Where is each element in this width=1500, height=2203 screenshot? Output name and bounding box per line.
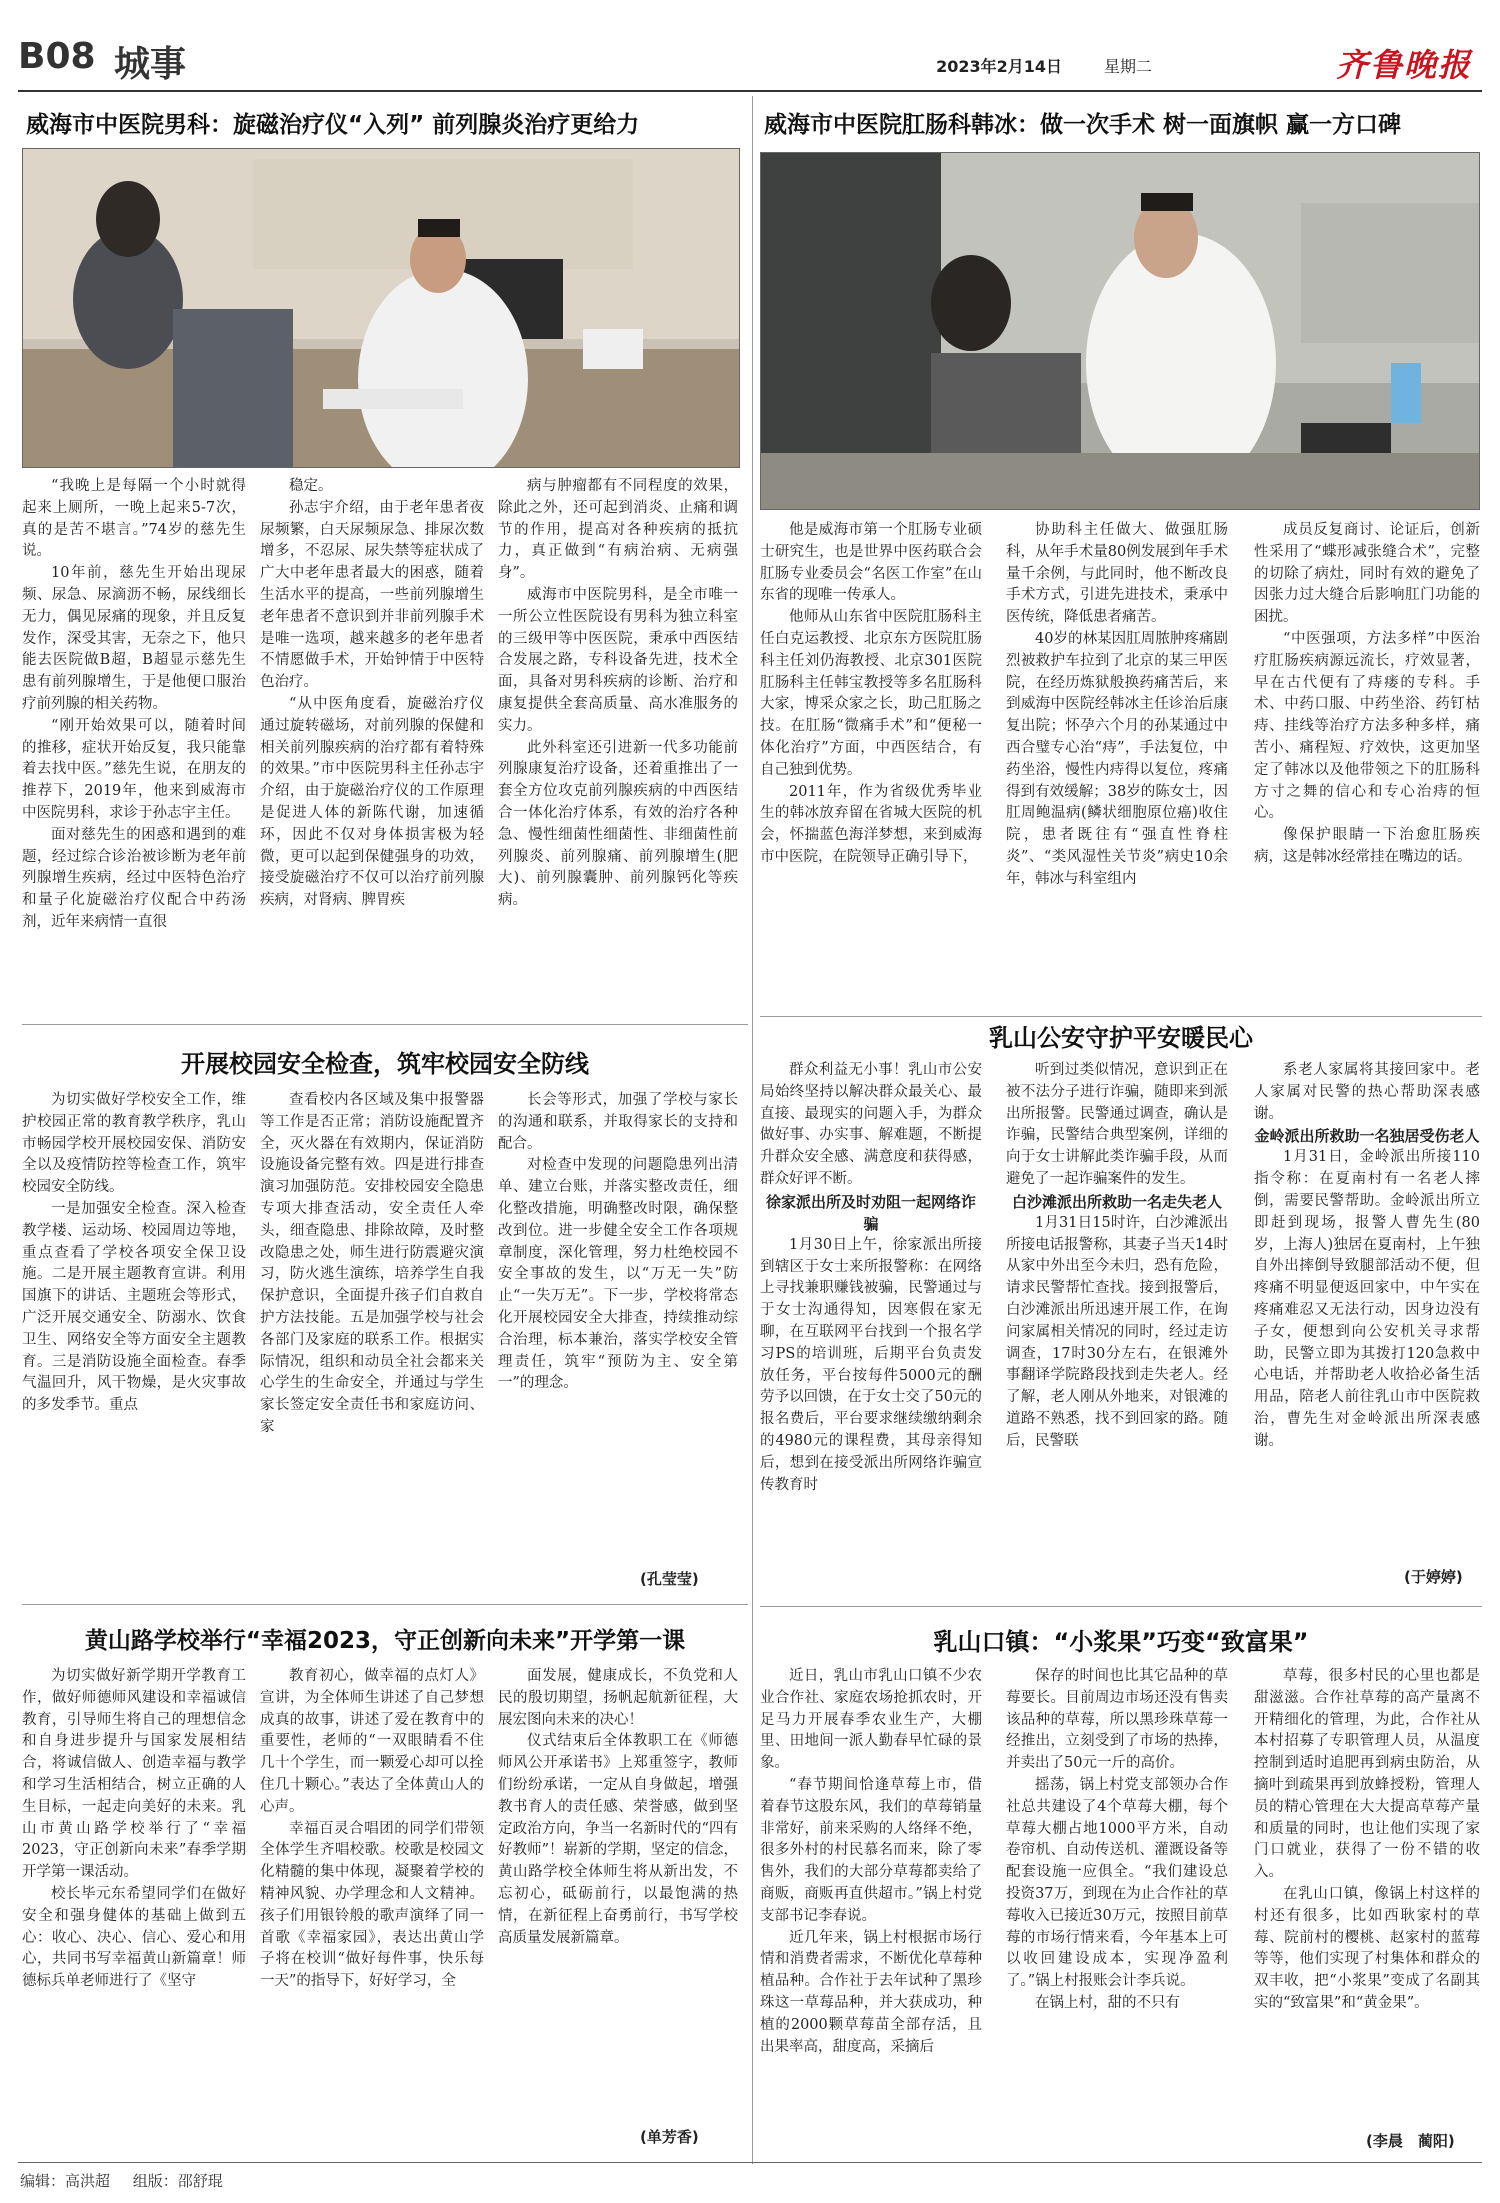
paragraph: 为切实做好学校安全工作，维护校园正常的教育教学秩序，乳山市畅园学校开展校园安保、消防安全以及疫情防控等检查工作，筑牢校园安全防线。 <box>22 1092 246 1196</box>
article6-col2 <box>1006 1666 1228 2156</box>
page-header <box>18 28 1482 86</box>
paragraph: 2011年，作为省级优秀毕业生的韩冰放弃留在省城大医院的机会，怀揣蓝色海洋梦想，来到威海市中医院，在院领导正确引导下， <box>760 783 982 865</box>
paragraph: 教育初心，做幸福的点灯人》宣讲，为全体师生讲述了自己梦想成真的故事，讲述了爱在教育中的重要性，老师的“一双眼睛看不住几十个学生，而一颗爱心却可以拴住几十颗心。”表达了全体黄山人的心声。 <box>260 1668 484 1815</box>
article4-byline: (单芳香) <box>640 2128 699 2146</box>
column-divider <box>752 1024 753 2164</box>
subheading: 徐家派出所及时劝阻一起网络诈骗 <box>765 1192 976 1233</box>
paragraph: 像保护眼睛一下治愈肛肠疾病，这是韩冰经常挂在嘴边的话。 <box>1254 827 1480 865</box>
page-number: B08 <box>18 36 96 77</box>
paragraph: 草莓，很多村民的心里也都是甜滋滋。合作社草莓的高产量离不开精细化的管理，为此，合作社从本村招募了专职管理人员，从温度控制到适时追肥再到病虫防治，从摘叶到疏果再到放蜂授粉，管理人员的精心管理在大大提高草莓产量和质量的同时，也让他们实现了家门口就业，获得了一份不错的收入。 <box>1254 1668 1480 1881</box>
paragraph: 协助科主任做大、做强肛肠科，从年手术量80例发展到年手术量千余例，与此同时，他不断改良手术方式，引进先进技术，秉承中医传统，降低患者痛苦。 <box>1006 522 1228 626</box>
article3-headline: 开展校园安全检查，筑牢校园安全防线 <box>181 1050 589 1078</box>
footer-rule <box>18 2162 1482 2163</box>
paragraph: 长会等形式，加强了学校与家长的沟通和联系，并取得家长的支持和配合。 <box>498 1092 738 1152</box>
article1-photo-image <box>23 149 740 468</box>
paragraph: 他师从山东省中医院肛肠科主任白克运教授、北京东方医院肛肠科主任刘仍海教授、北京301医院肛肠科主任韩宝教授等多名肛肠科大家，博采众家之长，助己肛肠之技。在肛肠“微痛手术”和“便秘一体化治疗”方面，中西医结合，有自己独到优势。 <box>760 609 982 778</box>
paragraph: 校长毕元东希望同学们在做好安全和强身健体的基础上做到五心：收心、决心、信心、爱心和用心，共同书写幸福黄山新篇章！师德标兵单老师进行了《坚守 <box>22 1885 246 1990</box>
paragraph: 病与肿瘤都有不同程度的效果，除此之外，还可起到消炎、止痛和调节的作用，提高对各种疾病的抵抗力，真正做到“有病治病、无病强身”。 <box>498 478 738 582</box>
article1-col2 <box>260 476 484 1004</box>
page-footer <box>20 2170 241 2191</box>
subheading: 金岭派出所救助一名独居受伤老人 <box>1254 1127 1480 1146</box>
article3-col3 <box>498 1090 738 1560</box>
article5-headline: 乳山公安守护平安暖民心 <box>989 1024 1253 1052</box>
paragraph: “刚开始效果可以，随着时间的推移，症状开始反复，我只能靠着去找中医。”慈先生说，在朋友的推荐下，2019年，他来到威海市中医院男科，求诊于孙志宇主任。 <box>22 717 246 821</box>
paragraph: 查看校内各区域及集中报警器等工作是否正常；消防设施配置齐全，灭火器在有效期内，保证消防设施设备完整有效。四是进行排查演习加强防范。安排校园安全隐患专项大排查活动，安全责任人牵头，细查隐患、排除故障，及时整改隐患之处，师生进行防震避灾演习，防火逃生演练，培养学生自我保护意识，全面提升孩子们自救自护方法技能。五是加强学校与社会各部门及家庭的联系工作。根据实际情况，组织和动员全社会都来关心学生的生命安全，并通过与学生家长签定安全责任书和家庭访问、家 <box>260 1092 484 1435</box>
paragraph: 面对慈先生的困惑和遇到的难题，经过综合诊治被诊断为老年前列腺增生疾病，经过中医特色治疗和量子化旋磁治疗仪配合中药汤剂，近年来病情一直很 <box>22 826 246 930</box>
paragraph: 面发展，健康成长，不负党和人民的殷切期望，扬帆起航新征程，大展宏图向未来的决心！ <box>498 1668 738 1728</box>
paragraph: 一是加强安全检查。深入检查教学楼、运动场、校园周边等地，重点查看了学校各项安全保卫设施。二是开展主题教育宣讲。利用国旗下的讲话、主题班会等形式，广泛开展交通安全、防溺水、饮食卫生、网络安全等方面安全主题教育。三是消防设施全面检查。春季气温回升，风干物燥，是火灾事故的多发季节。重点 <box>22 1200 246 1414</box>
paragraph: 幸福百灵合唱团的同学们带领全体学生齐唱校歌。校歌是校园文化精髓的集中体现，凝聚着学校的精神风貌、办学理念和人文精神。孩子们用银铃般的歌声演绎了同一首歌《幸福家园》，表达出黄山学子将在校训“做好每件事，快乐每一天”的指导下，好好学习，全 <box>260 1820 484 1990</box>
article3-byline: (孔莹莹) <box>640 1570 699 1588</box>
paragraph: 1月31日，金岭派出所接110指令称：在夏南村有一名老人摔倒，需要民警帮助。金岭派出所立即赶到现场，报警人曹先生(80岁，上海人)独居在夏南村，上午独自外出摔倒导致腿部活动不便，但疼痛不明显便返回家中，中午实在疼痛难忍又无法行动，因身边没有子女，便想到向公安机关寻求帮助，民警立即为其拨打120急救中心电话，并帮助老人收拾必备生活用品，陪老人前往乳山市中医院救治，曹先生对金岭派出所深表感谢。 <box>1254 1149 1480 1449</box>
paragraph: 摇荡，锅上村党支部领办合作社总共建设了4个草莓大棚，每个草莓大棚占地1000平方米，自动卷帘机、自动传送机、灌溉设备等配套设施一应俱全。“我们建设总投资37万，到现在为止合作社的草莓收入已接近30万元，按照目前草莓的市场行情来看，今年基本上可以收回建设成本，实现净盈利了。”锅上村报账会计李兵说。 <box>1006 1776 1228 1990</box>
paragraph: 仪式结束后全体教职工在《师德师风公开承诺书》上郑重签字，教师们纷纷承诺，一定从自身做起，增强教书育人的责任感、荣誉感，做到坚定政治方向，争当一名新时代的“四有好教师”！崭新的学期，坚定的信念，黄山路学校全体师生将从新出发，不忘初心，砥砺前行，以最饱满的热情，在新征程上奋勇前行，书写学校高质量发展新篇章。 <box>498 1733 738 1946</box>
paragraph: 1月30日上午，徐家派出所接到辖区于女士来所报警称：在网络上寻找兼职赚钱被骗，民警通过与于女士沟通得知，因寒假在家无聊，在互联网平台找到一个报名学习PS的培训班，后期平台负责发放任务，平台按每件5000元的酬劳予以回馈，在于女士交了50元的报名费后，平台要求继续缴纳剩余的4980元的课程费，其母亲得知后，想到在接受派出所网络诈骗宣传教育时 <box>760 1236 982 1493</box>
layout-credit: 组版：邵舒琨 <box>132 2172 223 2190</box>
paragraph: 在锅上村，甜的不只有 <box>1035 1994 1180 2011</box>
section-divider <box>760 1016 1482 1017</box>
section-title: 城事 <box>114 44 187 85</box>
article3-col1 <box>22 1090 246 1590</box>
paragraph: 在乳山口镇，像锅上村这样的村还有很多，比如西耿家村的草莓、院前村的樱桃、赵家村的蓝莓等等，他们实现了村集体和群众的双丰收，把“小浆果”变成了名副其实的“致富果”和“黄金果”。 <box>1254 1885 1480 2011</box>
article5-col3 <box>1254 1060 1480 1560</box>
article1-photo <box>22 148 740 468</box>
paragraph: 听到过类似情况，意识到正在被不法分子进行诈骗，随即来到派出所报警。民警通过调查，确认是诈骗，民警结合典型案例，详细的向于女士讲解此类诈骗手段，从而避免了一起诈骗案件的发生。 <box>1006 1062 1228 1187</box>
subheading: 白沙滩派出所救助一名走失老人 <box>1011 1192 1222 1211</box>
paragraph: 此外科室还引进新一代多功能前列腺康复治疗设备，还着重推出了一套全方位攻克前列腺疾病的中西医结合一体化治疗体系，有效的治疗各种急、慢性细菌性细菌性、非细菌性前列腺炎、前列腺痛、前列腺增生(肥大)、前列腺囊肿、前列腺钙化等疾病。 <box>498 739 738 909</box>
article1-headline: 威海市中医院男科：旋磁治疗仪“入列” 前列腺炎治疗更给力 <box>26 112 640 138</box>
paragraph: 系老人家属将其接回家中。老人家属对民警的热心帮助深表感谢。 <box>1254 1062 1480 1122</box>
article2-headline: 威海市中医院肛肠科韩冰：做一次手术 树一面旗帜 赢一方口碑 <box>764 112 1402 138</box>
article2-photo <box>760 152 1480 510</box>
article1-col1 <box>22 476 246 1004</box>
article6-col3 <box>1254 1666 1480 2126</box>
article5-col2 <box>1006 1060 1228 1600</box>
paragraph: 近日，乳山市乳山口镇不少农业合作社、家庭农场抢抓农时，开足马力开展春季农业生产，大棚里、田地间一派人勤春早忙碌的景象。 <box>760 1668 982 1772</box>
article3-col2 <box>260 1090 484 1590</box>
column-divider <box>752 96 753 1104</box>
paragraph: 孙志宇介绍，由于老年患者夜尿频繁，白天尿频尿急、排尿次数增多，不忍尿、尿失禁等症状成了广大中老年患者最大的困惑，随着生活水平的提高，一些前列腺增生老年患者不意识到并非前列腺手术是唯一选项，越来越多的老年患者不情愿做手术，开始钟情于中医特色治疗。 <box>260 499 484 691</box>
article4-col3 <box>498 1666 738 2116</box>
article1-col3 <box>498 476 738 1004</box>
article2-col2 <box>1006 520 1228 1010</box>
article2-col3 <box>1254 520 1480 1010</box>
issue-weekday: 星期二 <box>1103 57 1152 76</box>
article6-col1 <box>760 1666 982 2156</box>
paragraph: “我晚上是每隔一个小时就得起来上厕所，一晚上起来5-7次，真的是苦不堪言。”74岁的慈先生说。 <box>22 478 246 560</box>
editor-credit: 编辑：高洪超 <box>20 2172 111 2190</box>
paragraph: 保存的时间也比其它品种的草莓要长。目前周边市场还没有售卖该品种的草莓，所以黑珍珠草莓一经推出，立刻受到了市场的热捧，并卖出了50元一斤的高价。 <box>1006 1668 1228 1772</box>
article5-col1 <box>760 1060 982 1600</box>
paragraph: “从中医角度看，旋磁治疗仪通过旋转磁场，对前列腺的保健和相关前列腺疾病的治疗都有着特殊的效果。”市中医院男科主任孙志宇介绍，由于旋磁治疗仪的工作原理是促进人体的新陈代谢，加速循环，因此不仅对身体损害极为轻微，更可以起到保健强身的功效，接受旋磁治疗不仅可以治疗前列腺疾病，对肾病、脾胃疾 <box>260 695 484 909</box>
paragraph: 为切实做好新学期开学教育工作，做好师德师风建设和幸福诚信教育，引导师生将自己的理想信念和自身进步提升与国家发展相结合，将诚信做人、创造幸福与教学和学习生活相结合，树立正确的人生目标，一起走向美好的未来。乳山市黄山路学校举行了“幸福2023，守正创新向未来”春季学期开学第一课活动。 <box>22 1668 246 1881</box>
newspaper-logo: 齐鲁晚报 <box>1335 46 1472 84</box>
article6-byline: (李晨 蔺阳) <box>1366 2132 1455 2150</box>
paragraph: 他是威海市第一个肛肠专业硕士研究生，也是世界中医药联合会肛肠专业委员会“名医工作室”在山东省的现唯一传承人。 <box>760 522 982 604</box>
paragraph: “中医强项，方法多样”中医治疗肛肠疾病源远流长，疗效显著，早在古代便有了痔瘘的专科。手术、中药口服、中药坐浴、药钉枯痔、挂线等治疗方法多种多样，痛苦小、痛程短、疗效快，这更加坚定了韩冰以及他带领之下的肛肠科方寸之舞的信心和专心治痔的恒心。 <box>1254 630 1480 822</box>
issue-date: 2023年2月14日 <box>936 57 1062 76</box>
article6-headline: 乳山口镇：“小浆果”巧变“致富果” <box>933 1628 1309 1656</box>
paragraph: 1月31日15时许，白沙滩派出所接电话报警称，其妻子当天14时从家中外出至今未归，恐有危险，请求民警帮忙查找。接到报警后，白沙滩派出所迅速开展工作，在询问家属相关情况的同时，经过走访调查，17时30分左右，在银滩外事翻译学院路段找到走失老人。经了解，老人刚从外地来，对银滩的道路不熟悉，找不到回家的路。随后，民警联 <box>1006 1214 1228 1449</box>
paragraph: 威海市中医院男科，是全市唯一一所公立性医院设有男科为独立科室的三级甲等中医医院，秉承中西医结合发展之路，专科设备先进，技术全面，具备对男科疾病的诊断、治疗和康复提供全套高质量、高水准服务的实力。 <box>498 586 738 734</box>
paragraph: 对检查中发现的问题隐患列出清单、建立台账，并落实整改责任，细化整改措施，明确整改时限，确保整改到位。进一步健全安全工作各项规章制度，深化管理，努力杜绝校园不安全事故的发生，以“万无一失”防止“一失万无”。下一步，学校将常态化开展校园安全大排查，持续推动综合治理，标本兼治，落实学校安全管理责任，筑牢“预防为主、安全第一”的理念。 <box>498 1157 738 1392</box>
article4-headline: 黄山路学校举行“幸福2023，守正创新向未来”开学第一课 <box>84 1628 686 1654</box>
article2-col1 <box>760 520 982 1010</box>
paragraph: 群众利益无小事！乳山市公安局始终坚持以解决群众最关心、最直接、最现实的问题入手，为群众做好事、办实事、解难题，不断提升群众安全感、满意度和获得感，群众好评不断。 <box>760 1062 982 1187</box>
section-divider <box>22 1024 748 1025</box>
section-divider <box>22 1604 748 1605</box>
paragraph: 10年前，慈先生开始出现尿频、尿急、尿滴沥不畅，尿线细长无力，偶见尿痛的现象，并且反复发作，深受其害，无奈之下，他只能去医院做B超，B超显示慈先生患有前列腺增生，于是他便口服治疗前列腺的相关药物。 <box>22 565 246 712</box>
section-divider <box>760 1606 1482 1607</box>
article4-col2 <box>260 1666 484 2156</box>
paragraph: “春节期间恰逢草莓上市，借着春节这股东风，我们的草莓销量非常好，前来采购的人络绎不绝，很多外村的村民慕名而来，除了零售外，我们的大部分草莓都卖给了商贩，商贩再直供超市。”锅上村党支部书记李春说。 <box>760 1776 982 1924</box>
paragraph: 40岁的林某因肛周脓肿疼痛剧烈被救护车拉到了北京的某三甲医院，在经历炼狱般换药痛苦后，来到威海中医院经韩冰主任诊治后康复出院；怀孕六个月的孙某通过中西合璧专心治“痔”，手法复位，中药坐浴，慢性内痔得以复位，疼痛得到有效缓解；38岁的陈女士，因肛周鲍温病(鳞状细胞原位癌)收住院，患者既往有“强直性脊柱炎”、“类风湿性关节炎”病史10余年，韩冰与科室组内 <box>1006 630 1228 887</box>
paragraph: 近几年来，锅上村根据市场行情和消费者需求，不断优化草莓种植品种。合作社于去年试种了黑珍珠这一草莓品种，并大获成功，种植的2000颗草莓苗全部存活，且出果率高，甜度高，采摘后 <box>760 1929 982 2055</box>
article2-photo-image <box>761 153 1480 510</box>
header-rule <box>18 90 1482 92</box>
paragraph: 稳定。 <box>289 478 333 494</box>
paragraph: 成员反复商讨、论证后，创新性采用了“蝶形减张缝合术”，完整的切除了病灶，同时有效的避免了因张力过大缝合后影响肛门功能的困扰。 <box>1254 522 1480 626</box>
article4-col1 <box>22 1666 246 2156</box>
article5-byline: (于婷婷) <box>1404 1568 1463 1586</box>
